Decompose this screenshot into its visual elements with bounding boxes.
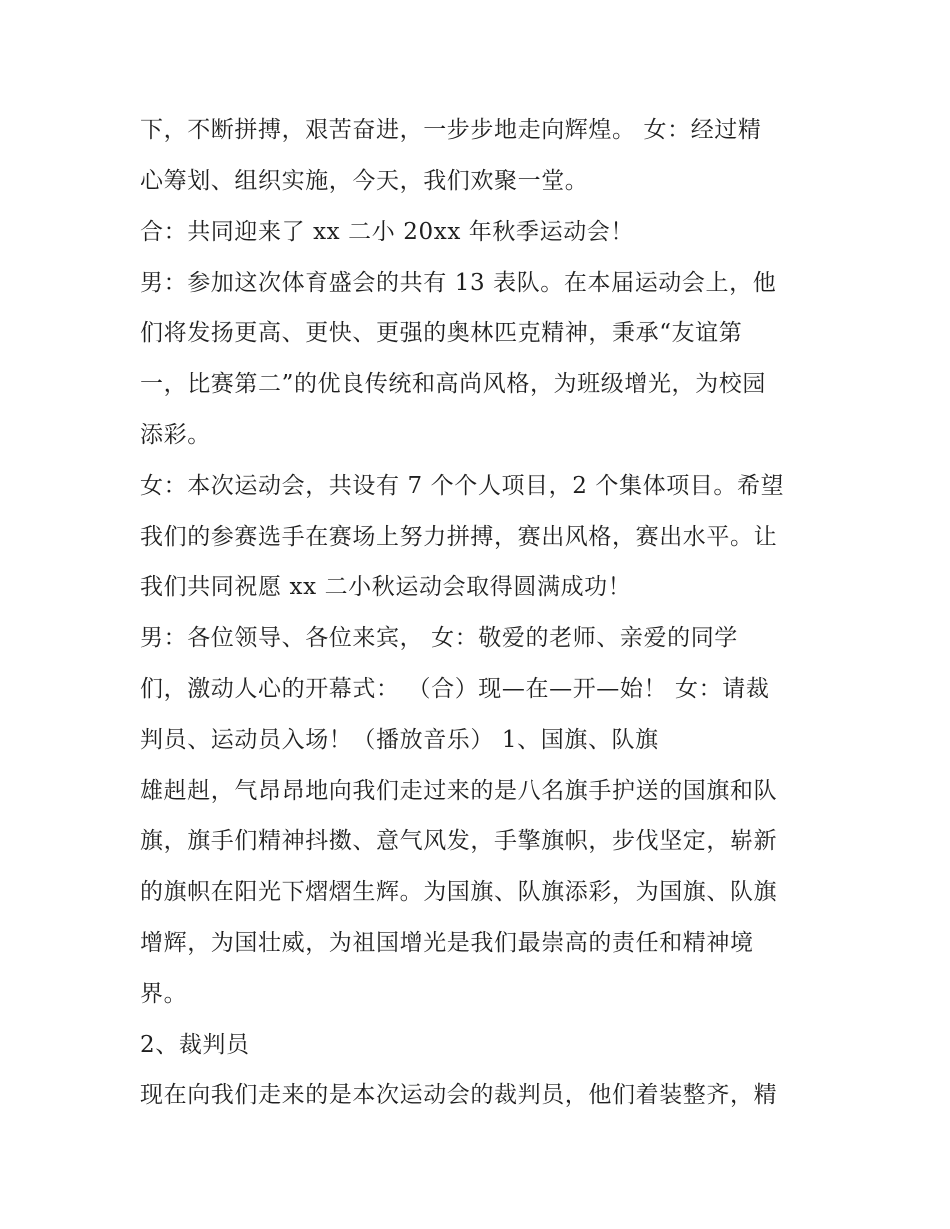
text-line-18: 界。: [140, 981, 188, 1007]
text-line-4: 男：参加这次体育盛会的共有 13 表队。在本届运动会上，他: [140, 270, 777, 296]
text-line-20: 现在向我们走来的是本次运动会的裁判员，他们着装整齐，精: [140, 1082, 778, 1108]
text-line-9: 我们的参赛选手在赛场上努力拼搏，赛出风格，赛出水平。让: [140, 524, 778, 550]
text-line-11: 男：各位领导、各位来宾， 女：敬爱的老师、亲爱的同学: [140, 625, 738, 651]
text-line-17: 增辉，为国壮威，为祖国增光是我们最崇高的责任和精神境: [140, 930, 754, 956]
text-line-13: 判员、运动员入场！（播放音乐） 1、国旗、队旗: [140, 727, 659, 753]
text-line-3: 合：共同迎来了 xx 二小 20xx 年秋季运动会！: [140, 219, 634, 245]
text-line-14: 雄赳赳，气昂昂地向我们走过来的是八名旗手护送的国旗和队: [140, 778, 778, 804]
text-line-1: 下，不断拼搏，艰苦奋进，一步步地走向辉煌。 女：经过精: [140, 117, 762, 143]
text-line-7: 添彩。: [140, 422, 211, 448]
text-line-15: 旗，旗手们精神抖擞、意气风发，手擎旗帜，步伐坚定，崭新: [140, 828, 778, 854]
text-line-8: 女：本次运动会，共设有 7 个个人项目，2 个集体项目。希望: [140, 473, 785, 499]
text-line-6: 一，比赛第二”的优良传统和高尚风格，为班级增光，为校园: [140, 371, 766, 397]
text-line-19: 2、裁判员: [140, 1032, 250, 1058]
text-line-2: 心筹划、组织实施，今天，我们欢聚一堂。: [140, 168, 589, 194]
text-line-10: 我们共同祝愿 xx 二小秋运动会取得圆满成功！: [140, 574, 632, 600]
text-line-12: 们，激动人心的开幕式： （合）现—在—开—始！ 女：请裁: [140, 676, 770, 702]
text-line-16: 的旗帜在阳光下熠熠生辉。为国旗、队旗添彩，为国旗、队旗: [140, 879, 778, 905]
text-line-5: 们将发扬更高、更快、更强的奥林匹克精神，秉承“友谊第: [140, 320, 743, 346]
